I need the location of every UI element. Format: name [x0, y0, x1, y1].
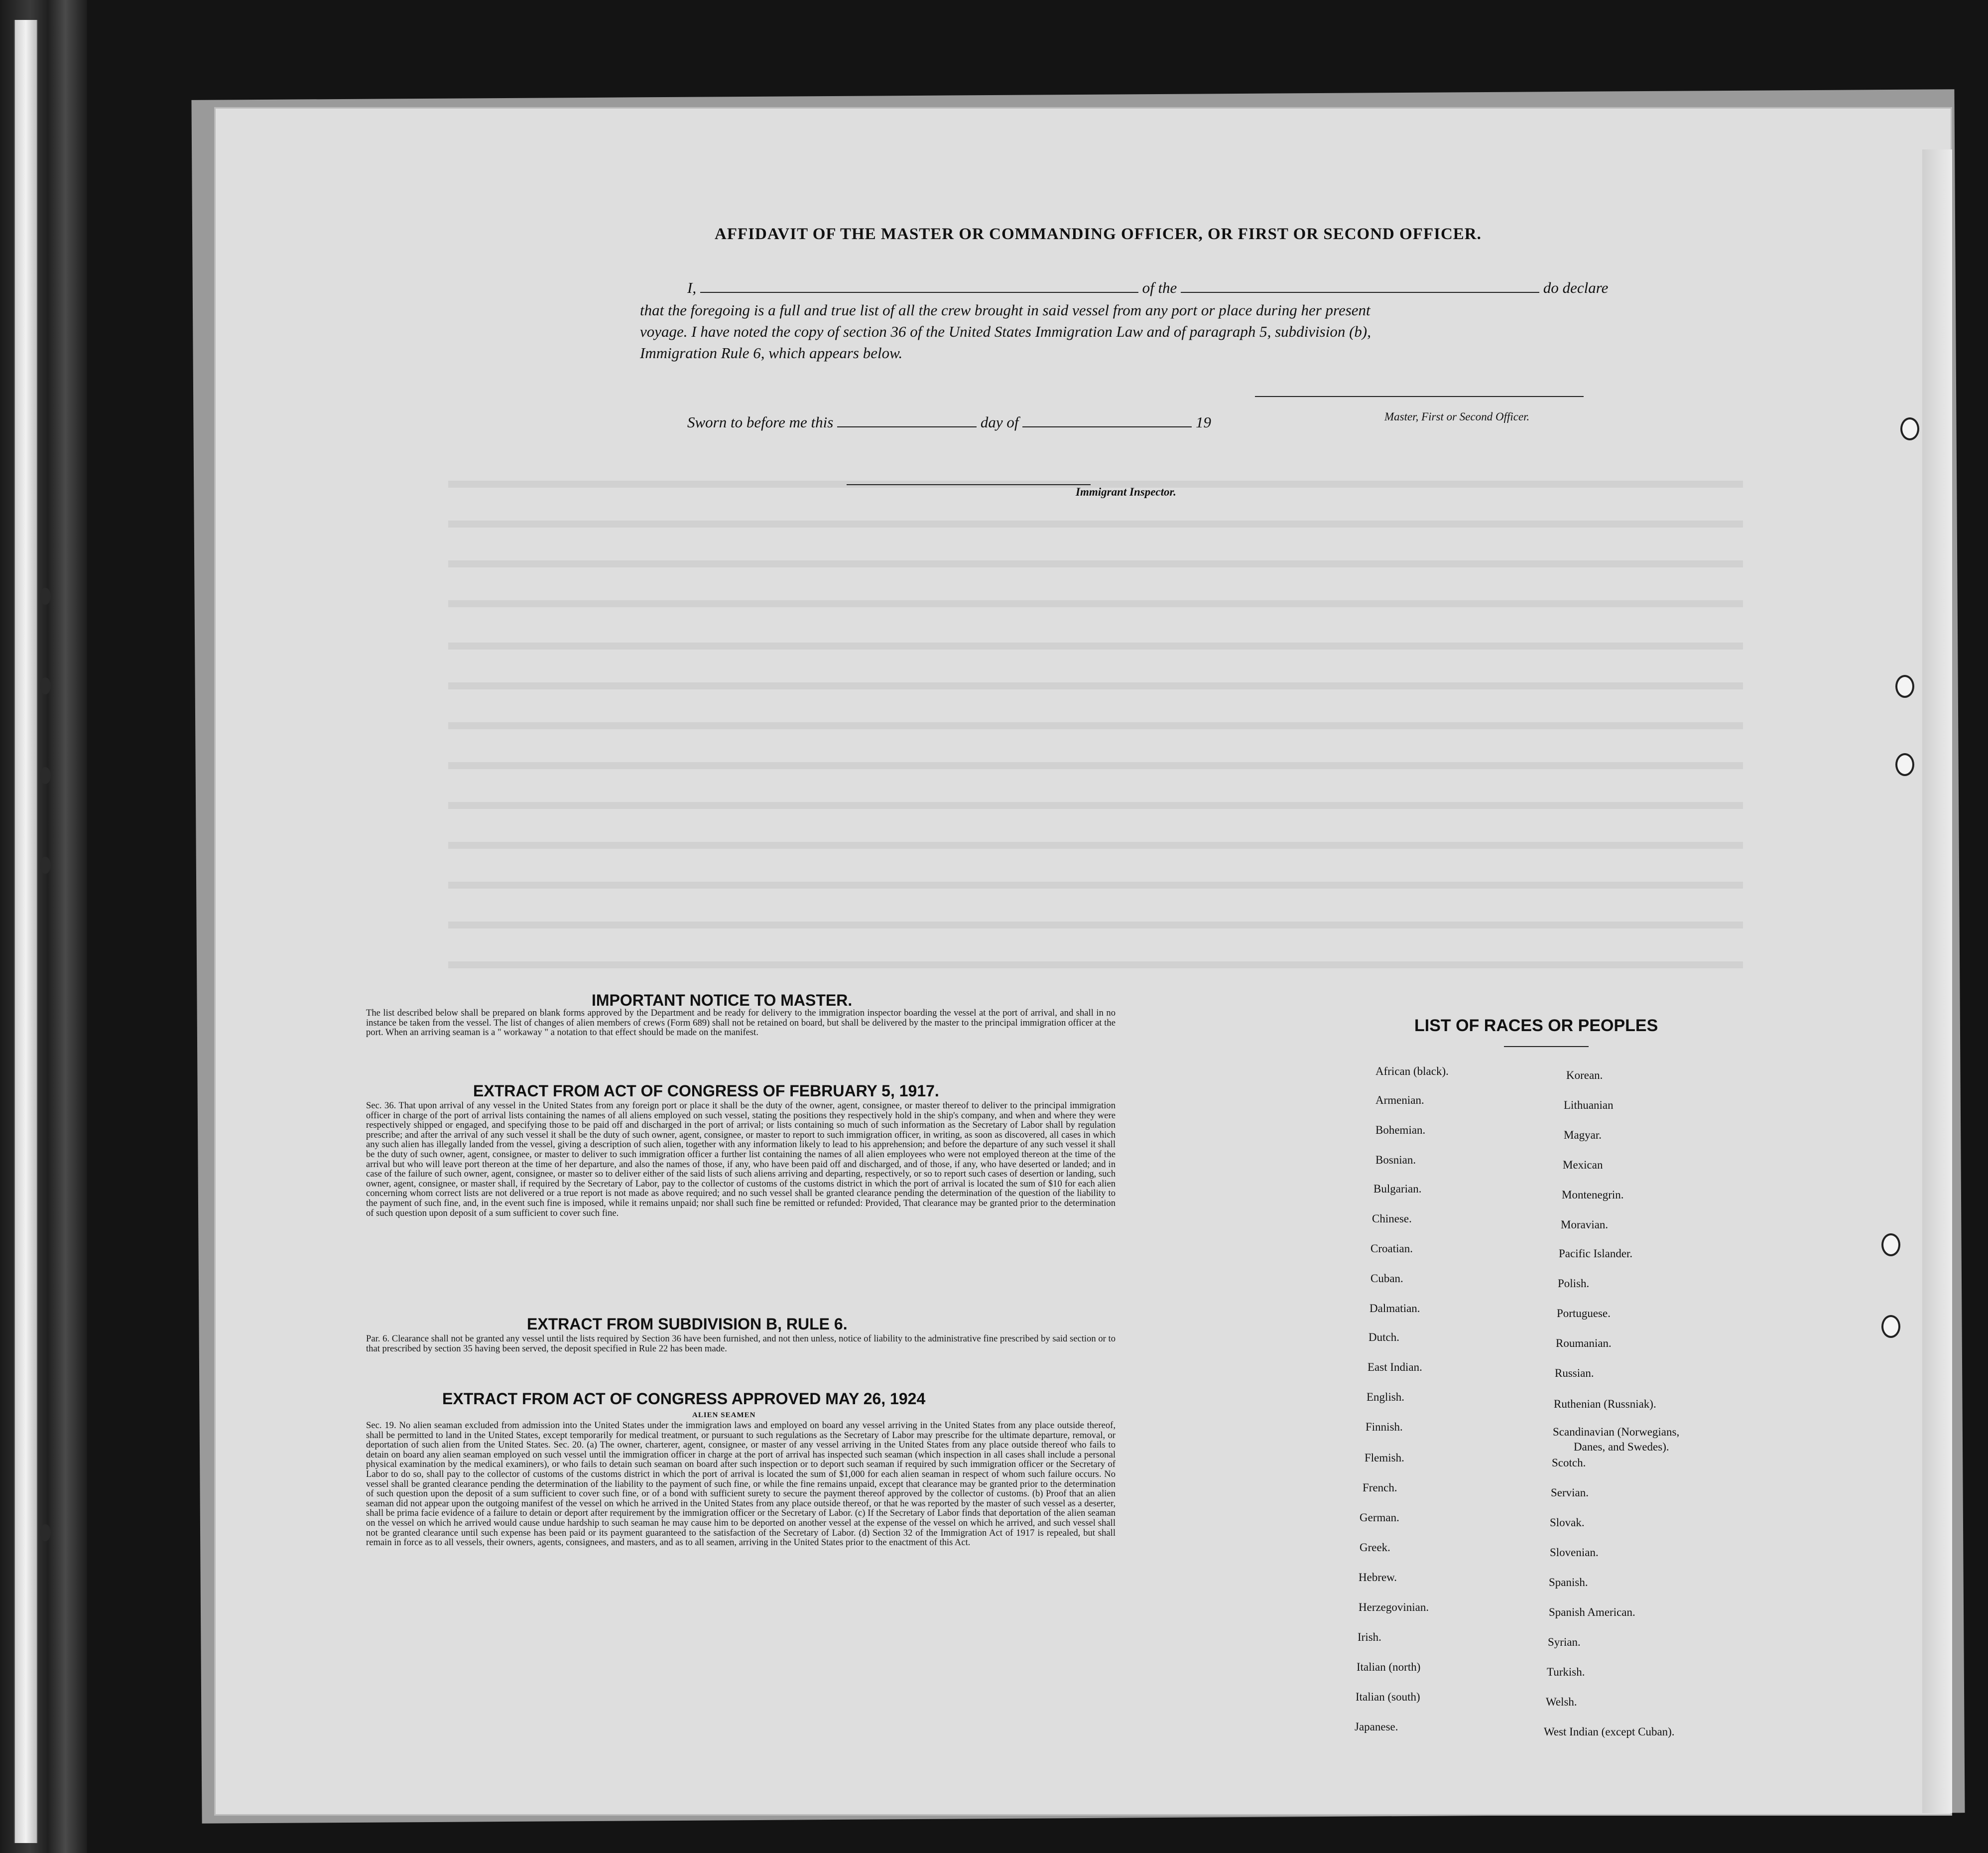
race-item: Dutch. — [1368, 1331, 1399, 1343]
race-item: Montenegrin. — [1562, 1189, 1624, 1201]
race-item: Slovak. — [1550, 1516, 1585, 1529]
affidavit-of-the: of the — [1142, 279, 1177, 296]
race-item: Scandinavian (Norwegians, — [1553, 1426, 1680, 1438]
race-item: Korean. — [1566, 1069, 1603, 1081]
race-item: Spanish. — [1549, 1576, 1588, 1588]
races-title: LIST OF RACES OR PEOPLES — [1414, 1016, 1658, 1035]
race-item: Moravian. — [1561, 1218, 1609, 1231]
act-1917-text: Sec. 36. That upon arrival of any vessel in the United States from any foreign port or place it shall be the duty of the owner, agent, consignee, or master thereof to deliver to the principal immigration officer in charge of the port of arrival lists containing the names of all aliens employed on such vessel, stating the positions they respectively hold in the ship's company, and when and where they were respectively shipped or engaged, and specifying those to be paid off and discharged in the port of arrival; or lists containing so much of such information as the Secretary of Labor shall by regulation prescribe; and after the arrival of any such vessel it shall be the duty of such owner, agent, consignee, or master to report to such immigration officer, in writing, as soon as discovered, all cases in which any such alien has illegally landed from the vessel, giving a description of such alien, together with any information likely to lead to his apprehension; and before the departure of any such vessel it shall be the duty of such owner, agent, consignee, or master to deliver to such immigration officer a further list containing the names of all alien employees who were not employed thereon at the time of the arrival but who will leave port thereon at the time of her departure, and also the names of those, if any, who have been paid off and discharged, and of those, if any, who have deserted or landed; and in case of the failure of such owner, agent, consignee, or master so to deliver either of the said lists of such aliens arriving and departing, respectively, or so to report such cases of desertion or landing, such owner, agent, consignee, or master shall, if required by the Secretary of Labor, pay to the collector of customs of the customs district in which the port of arrival is located the sum of $10 for each alien concerning whom correct lists are not delivered or a true report is not made as above required; and no such vessel shall be granted clearance pending the determination of the question of the liability to the payment of such fine, and, in the event such fine is imposed, while it remains unpaid; nor shall such fine be remitted or refunded: Provided, That clearance may be granted prior to the determination of such question upon deposit of a sum sufficient to cover such fine. — [366, 1100, 1116, 1218]
race-item: Roumanian. — [1556, 1337, 1612, 1349]
race-item: Japanese. — [1355, 1721, 1398, 1733]
race-item: Bulgarian. — [1373, 1183, 1422, 1195]
inspector-label: Immigrant Inspector. — [1076, 486, 1176, 498]
sworn-year: 19 — [1195, 413, 1211, 431]
race-item: Russian. — [1555, 1367, 1594, 1379]
race-item: Slovenian. — [1550, 1546, 1599, 1559]
act-1924-subtitle: ALIEN SEAMEN — [692, 1411, 756, 1419]
race-item: Scotch. — [1552, 1456, 1586, 1469]
day-blank[interactable] — [837, 426, 977, 427]
book-binding — [0, 0, 87, 1853]
race-item: East Indian. — [1367, 1361, 1422, 1373]
race-item: English. — [1367, 1391, 1405, 1403]
race-item: Italian (south) — [1356, 1691, 1420, 1703]
punch-hole — [1881, 1233, 1900, 1256]
month-blank[interactable] — [1022, 426, 1192, 427]
affidavit-line-4: Immigration Rule 6, which appears below. — [640, 344, 903, 362]
race-item: Irish. — [1358, 1631, 1381, 1643]
binding-rivet — [40, 677, 51, 694]
punch-hole — [1881, 1315, 1900, 1338]
race-item: Pacific Islander. — [1559, 1247, 1633, 1260]
race-item: African (black). — [1375, 1065, 1449, 1077]
signature-line[interactable] — [1255, 396, 1584, 397]
affidavit-line-2: that the foregoing is a full and true list of all the crew brought in said vessel from any port or place during her present — [640, 301, 1370, 319]
rule-6-text: Par. 6. Clearance shall not be granted any vessel until the lists required by Section 36 have been furnished, and not then unless, notice of liability to the administrative fine prescribed by said section or to that prescribed by section 35 having been served, the deposit specified in Rule 22 has been made. — [366, 1333, 1116, 1354]
race-item: Cuban. — [1370, 1272, 1403, 1285]
race-item: Armenian. — [1375, 1094, 1424, 1106]
race-item: Hebrew. — [1359, 1571, 1397, 1584]
race-item: Magyar. — [1564, 1129, 1602, 1141]
page-edge — [1922, 149, 1952, 1813]
race-item: Mexican — [1563, 1159, 1603, 1171]
binding-strip — [14, 20, 38, 1843]
notice-text: The list described below shall be prepared on blank forms approved by the Department and be ready for delivery to the immigration inspector boarding the vessel at the port of arrival, and shall in no instance be taken from the vessel. The list of changes of alien members of crews (Form 689) shall not be retained on board, but shall be delivered by the master to the principal immigration officer at the port. When an arriving seaman is a " workaway " a notation to that effect should be made on the manifest. — [366, 1008, 1116, 1038]
race-item: Finnish. — [1366, 1421, 1403, 1433]
name-blank[interactable] — [700, 291, 1138, 293]
act-1924-text: Sec. 19. No alien seaman excluded from admission into the United States under the immigration laws and employed on board any vessel arriving in the United States from any place outside thereof, shall be permitted to land in the United States, except temporarily for medical treatment, or pursuant to such regulations as the Secretary of Labor may prescribe for the ultimate departure, removal, or deportation of such alien from the United States. Sec. 20. (a) The owner, charterer, agent, consignee, or master of any vessel arriving in the United States from any place outside thereof who fails to detain on board any alien seaman employed on such vessel until the immigration officer in charge at the port of arrival has inspected such seaman (which inspection in all cases shall include a personal physical examination by the medical examiners), or who fails to detain such seaman on board after such inspection or to deport such seaman if required by such immigration officer or the Secretary of Labor to do so, shall pay to the collector of customs of the customs district in which the port of arrival is located the sum of $1,000 for each alien seaman in respect of whom such failure occurs. No vessel shall be granted clearance pending the determination of the liability to the payment of such fine, or while the fine remains unpaid, except that clearance may be granted prior to the determination of such question upon the deposit of a sum sufficient to cover such fine, or of a bond with sufficient surety to secure the payment thereof approved by the collector of customs. (b) Proof that an alien seaman did not appear upon the outgoing manifest of the vessel on which he arrived in the United States from any place outside thereof, or that he was reported by the master of such vessel as a deserter, shall be prima facie evidence of a failure to detain or deport after requirement by the immigration officer or the Secretary of Labor. (c) If the Secretary of Labor finds that deportation of the alien seaman on the vessel on which he arrived would cause undue hardship to such seaman he may cause him to be deported on another vessel at the expense of the vessel on which he arrived, and such vessel shall not be granted clearance until such expense has been paid or its payment guaranteed to the satisfaction of the Secretary of Labor. (d) Section 32 of the Immigration Act of 1917 is repealed, but shall remain in force as to all vessels, their owners, agents, consignees, and masters, and as to all seamen, arriving in the United States prior to the enactment of this Act. — [366, 1420, 1116, 1548]
race-item: Herzegovinian. — [1359, 1601, 1429, 1613]
race-item: West Indian (except Cuban). — [1544, 1725, 1675, 1738]
race-item: Ruthenian (Russniak). — [1554, 1398, 1656, 1410]
race-item: Polish. — [1558, 1277, 1590, 1290]
race-item: Welsh. — [1546, 1696, 1577, 1708]
race-item: French. — [1363, 1481, 1397, 1494]
sworn-statement — [687, 413, 1211, 431]
race-item: Greek. — [1360, 1541, 1390, 1554]
affidavit-declare: do declare — [1543, 279, 1609, 296]
act-1917-title: EXTRACT FROM ACT OF CONGRESS OF FEBRUARY 5, 1917. — [473, 1082, 939, 1100]
race-item: Chinese. — [1372, 1212, 1412, 1225]
inspector-signature-line[interactable] — [847, 484, 1091, 485]
affidavit-line-3: voyage. I have noted the copy of section 36 of the United States Immigration Law and of paragraph 5, subdivision (b), — [640, 323, 1371, 340]
race-item: Syrian. — [1548, 1636, 1581, 1648]
binding-rivet — [40, 588, 51, 605]
binding-rivet — [40, 857, 51, 874]
race-item: Flemish. — [1365, 1452, 1404, 1464]
races-title-rule — [1504, 1046, 1589, 1047]
binding-rivet — [40, 1524, 51, 1541]
race-item: Croatian. — [1370, 1242, 1413, 1255]
vessel-blank[interactable] — [1181, 291, 1539, 293]
race-item: Italian (north) — [1357, 1661, 1421, 1673]
affidavit-i: I, — [687, 279, 697, 296]
race-item: Dalmatian. — [1369, 1302, 1420, 1315]
binding-rivet — [40, 767, 51, 784]
race-item: Turkish. — [1547, 1666, 1585, 1678]
notice-title: IMPORTANT NOTICE TO MASTER. — [592, 991, 853, 1009]
punch-hole — [1895, 675, 1914, 698]
punch-hole — [1900, 417, 1919, 440]
race-item: Bosnian. — [1375, 1154, 1416, 1166]
race-item: Bohemian. — [1375, 1124, 1426, 1136]
race-item: Lithuanian — [1564, 1099, 1614, 1111]
race-item: German. — [1360, 1511, 1399, 1524]
act-1924-title: EXTRACT FROM ACT OF CONGRESS APPROVED MAY 26, 1924 — [442, 1390, 926, 1408]
punch-hole — [1895, 753, 1914, 776]
master-signature-label: Master, First or Second Officer. — [1384, 410, 1530, 423]
sworn-day-of: day of — [980, 413, 1019, 431]
race-item: Servian. — [1551, 1486, 1589, 1499]
rule-6-title: EXTRACT FROM SUBDIVISION B, RULE 6. — [527, 1315, 848, 1333]
affidavit-title: AFFIDAVIT OF THE MASTER OR COMMANDING OFFICER, OR FIRST OR SECOND OFFICER. — [715, 225, 1482, 243]
race-item: Spanish American. — [1549, 1606, 1635, 1618]
affidavit-line-1 — [687, 279, 1608, 297]
sworn-prefix: Sworn to before me this — [687, 413, 834, 431]
race-item: Danes, and Swedes). — [1574, 1441, 1669, 1453]
race-item: Portuguese. — [1557, 1307, 1611, 1320]
